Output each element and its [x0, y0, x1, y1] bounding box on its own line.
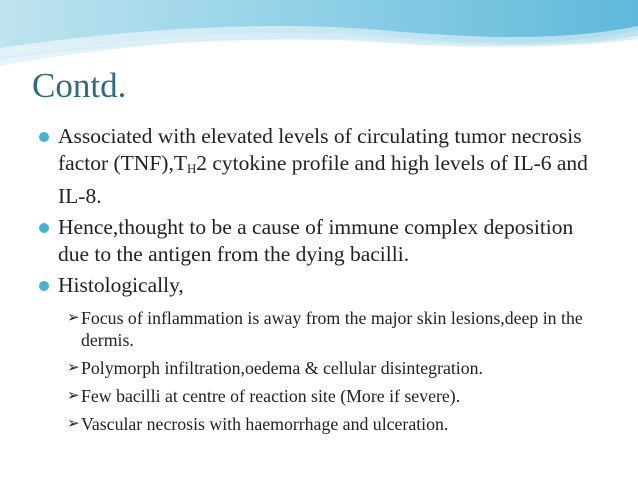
- sub-bullet-item: ➢ Vascular necrosis with haemorrhage and ulceration.: [67, 414, 449, 435]
- sub-bullet-item: ➢ Polymorph infiltration,oedema & cellular disintegration.: [67, 358, 483, 379]
- bullet-dot-icon: [39, 132, 49, 142]
- slide-title: Contd.: [32, 66, 127, 105]
- bullet-item: Histologically,: [0, 272, 638, 299]
- bullet-dot-icon: [39, 223, 49, 233]
- arrow-bullet-icon: ➢: [67, 360, 80, 377]
- bullet-list: [0, 123, 638, 441]
- sub-bullet-item: ➢ Few bacilli at centre of reaction site (More if severe).: [67, 386, 461, 407]
- arrow-bullet-icon: ➢: [67, 388, 80, 405]
- arrow-bullet-icon: ➢: [67, 416, 80, 433]
- sub-bullet-item: ➢ Focus of inflammation is away from the major skin lesions,deep in the dermis.: [67, 308, 583, 351]
- bullet-item: Associated with elevated levels of circulating tumor necrosis factor $(TNF),T_H2$ cytokine profile and high levels of IL-6 and IL-8.: [0, 123, 638, 210]
- arrow-bullet-icon: ➢: [67, 310, 80, 327]
- bullet-dot-icon: [39, 281, 49, 291]
- bullet-item: Hence,thought to be a cause of immune complex deposition due to the antigen from the dying bacilli.: [0, 214, 638, 268]
